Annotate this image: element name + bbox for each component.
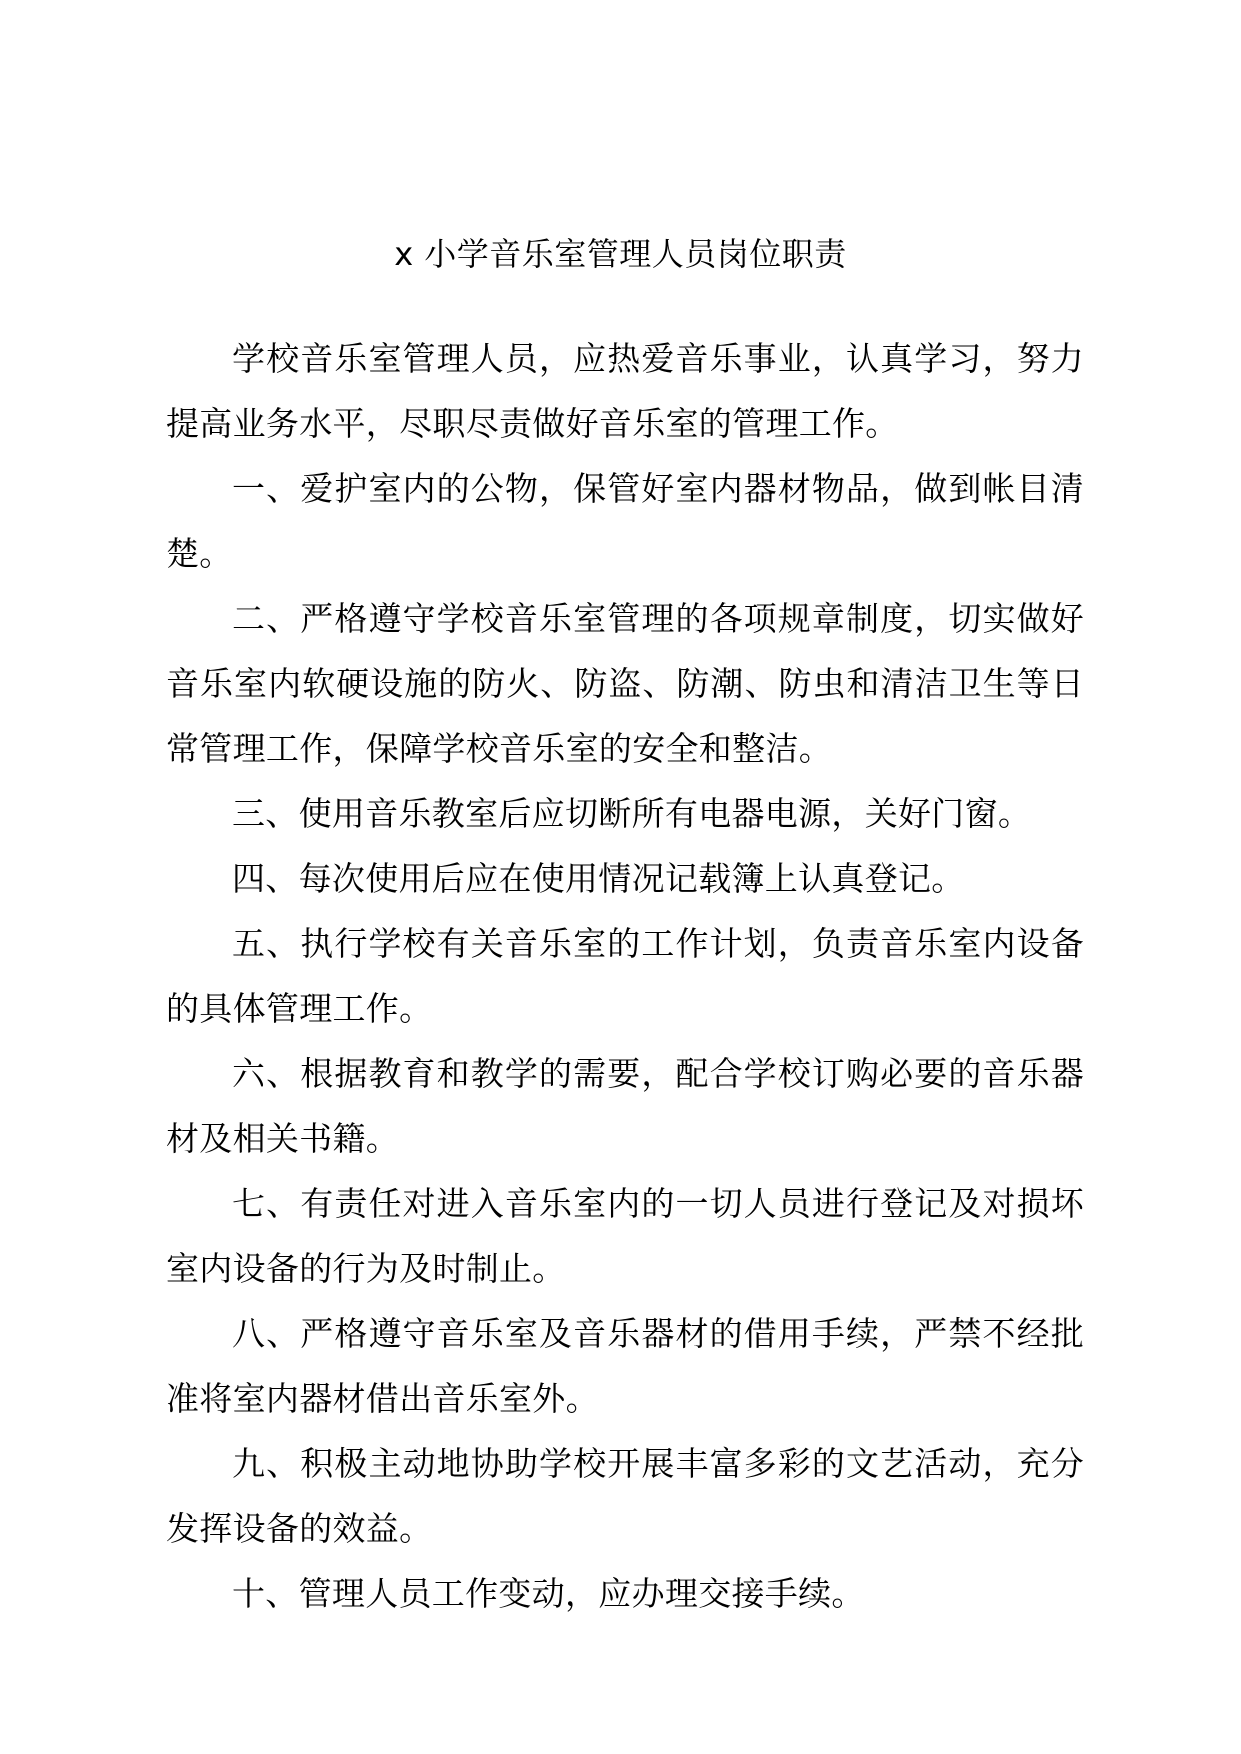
document-title: x 小学音乐室管理人员岗位职责	[394, 235, 847, 273]
duty-item-5: 五、执行学校有关音乐室的工作计划，负责音乐室内设备的具体管理工作。	[166, 924, 1084, 1028]
intro-paragraph: 学校音乐室管理人员，应热爱音乐事业，认真学习，努力提高业务水平，尽职尽责做好音乐室的管理工作。	[166, 339, 1084, 443]
duty-item-8: 八、严格遵守音乐室及音乐器材的借用手续，严禁不经批准将室内器材借出音乐室外。	[166, 1314, 1084, 1418]
duty-item-2: 二、严格遵守学校音乐室管理的各项规章制度，切实做好音乐室内软硬设施的防火、防盗、防潮、防虫和清洁卫生等日常管理工作，保障学校音乐室的安全和整洁。	[166, 599, 1084, 768]
duty-item-7: 七、有责任对进入音乐室内的一切人员进行登记及对损坏室内设备的行为及时制止。	[166, 1184, 1084, 1288]
duty-item-10: 十、管理人员工作变动，应办理交接手续。	[232, 1574, 865, 1613]
document-body	[166, 326, 1084, 1626]
duty-item-1: 一、爱护室内的公物，保管好室内器材物品，做到帐目清楚。	[166, 469, 1084, 573]
duty-item-9: 九、积极主动地协助学校开展丰富多彩的文艺活动，充分发挥设备的效益。	[166, 1444, 1084, 1548]
duty-item-6: 六、根据教育和教学的需要，配合学校订购必要的音乐器材及相关书籍。	[166, 1054, 1084, 1158]
duty-item-4: 四、每次使用后应在使用情况记载簿上认真登记。	[232, 859, 965, 898]
duty-item-3: 三、使用音乐教室后应切断所有电器电源，关好门窗。	[232, 794, 1032, 833]
